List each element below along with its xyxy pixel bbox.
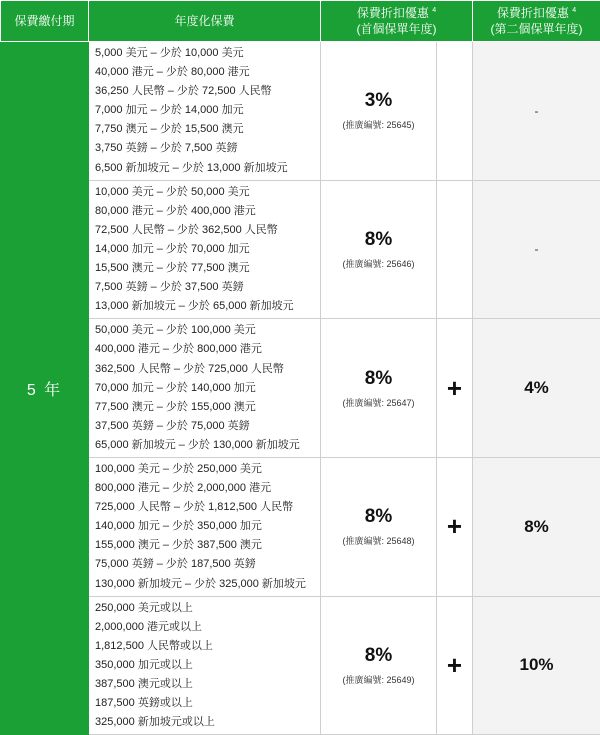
table-row <box>1 457 600 596</box>
second-year-discount-cell <box>473 596 600 735</box>
plus-icon: + <box>447 373 462 403</box>
second-year-discount-value: - <box>535 242 539 256</box>
second-year-discount-value: 8% <box>524 517 549 536</box>
premium-range-line: 325,000 新加坡元或以上 <box>95 713 314 732</box>
premium-range-line: 155,000 澳元 – 少於 387,500 澳元 <box>95 536 314 555</box>
first-year-discount-value: 8% <box>321 368 436 390</box>
table-row <box>1 180 600 319</box>
header-row <box>1 1 600 42</box>
premium-range-line: 7,500 英鎊 – 少於 37,500 英鎊 <box>95 278 314 297</box>
header-second-year-discount <box>473 1 600 42</box>
premium-range-line: 350,000 加元或以上 <box>95 656 314 675</box>
premium-range-line: 37,500 英鎊 – 少於 75,000 英鎊 <box>95 417 314 436</box>
second-year-discount-value: 4% <box>524 378 549 397</box>
plus-cell <box>437 180 473 319</box>
header-first-title: 保費折扣優惠 <box>357 6 429 20</box>
premium-range-line: 2,000,000 港元或以上 <box>95 618 314 637</box>
plus-cell <box>437 42 473 181</box>
premium-range-line: 65,000 新加坡元 – 少於 130,000 新加坡元 <box>95 436 314 455</box>
header-second-title: 保費折扣優惠 <box>497 6 569 20</box>
premium-range-line: 40,000 港元 – 少於 80,000 港元 <box>95 63 314 82</box>
header-first-year-discount <box>321 1 473 42</box>
premium-range-line: 6,500 新加坡元 – 少於 13,000 新加坡元 <box>95 159 314 178</box>
promo-code: (推廣編號: 25649) <box>321 673 436 686</box>
table-row <box>1 42 600 181</box>
premium-range-cell <box>89 457 321 596</box>
premium-range-line: 1,812,500 人民幣或以上 <box>95 637 314 656</box>
footnote-marker: 4 <box>432 7 436 14</box>
premium-range-line: 10,000 美元 – 少於 50,000 美元 <box>95 183 314 202</box>
promo-code: (推廣編號: 25645) <box>321 118 436 131</box>
second-year-discount-cell <box>473 319 600 458</box>
premium-range-line: 80,000 港元 – 少於 400,000 港元 <box>95 202 314 221</box>
premium-range-line: 187,500 英鎊或以上 <box>95 694 314 713</box>
premium-range-line: 50,000 美元 – 少於 100,000 美元 <box>95 321 314 340</box>
premium-range-line: 15,500 澳元 – 少於 77,500 澳元 <box>95 259 314 278</box>
premium-range-line: 140,000 加元 – 少於 350,000 加元 <box>95 517 314 536</box>
second-year-discount-value: 10% <box>519 655 553 674</box>
premium-range-line: 36,250 人民幣 – 少於 72,500 人民幣 <box>95 82 314 101</box>
second-year-discount-cell <box>473 42 600 181</box>
premium-range-line: 130,000 新加坡元 – 少於 325,000 新加坡元 <box>95 575 314 594</box>
plus-cell <box>437 319 473 458</box>
first-year-discount-value: 8% <box>321 229 436 251</box>
premium-range-cell <box>89 180 321 319</box>
premium-range-cell <box>89 42 321 181</box>
premium-range-line: 13,000 新加坡元 – 少於 65,000 新加坡元 <box>95 297 314 316</box>
premium-range-line: 3,750 英鎊 – 少於 7,500 英鎊 <box>95 139 314 158</box>
premium-range-line: 77,500 澳元 – 少於 155,000 澳元 <box>95 398 314 417</box>
premium-range-cell <box>89 596 321 735</box>
promo-code: (推廣編號: 25647) <box>321 396 436 409</box>
plus-cell <box>437 596 473 735</box>
table-row <box>1 319 600 458</box>
first-year-discount-cell <box>321 596 437 735</box>
premium-range-line: 725,000 人民幣 – 少於 1,812,500 人民幣 <box>95 498 314 517</box>
premium-range-line: 800,000 港元 – 少於 2,000,000 港元 <box>95 479 314 498</box>
table-row <box>1 596 600 735</box>
first-year-discount-value: 3% <box>321 90 436 112</box>
premium-range-line: 14,000 加元 – 少於 70,000 加元 <box>95 240 314 259</box>
first-year-discount-cell <box>321 42 437 181</box>
plus-cell <box>437 457 473 596</box>
premium-range-line: 100,000 美元 – 少於 250,000 美元 <box>95 460 314 479</box>
premium-range-line: 400,000 港元 – 少於 800,000 港元 <box>95 340 314 359</box>
first-year-discount-cell <box>321 319 437 458</box>
second-year-discount-value: - <box>535 104 539 118</box>
plus-icon: + <box>447 511 462 541</box>
first-year-discount-value: 8% <box>321 645 436 667</box>
premium-range-line: 250,000 美元或以上 <box>95 599 314 618</box>
plus-icon: + <box>447 650 462 680</box>
premium-range-line: 70,000 加元 – 少於 140,000 加元 <box>95 379 314 398</box>
promo-code: (推廣編號: 25646) <box>321 257 436 270</box>
header-premium: 年度化保費 <box>89 1 321 42</box>
premium-range-line: 75,000 英鎊 – 少於 187,500 英鎊 <box>95 555 314 574</box>
second-year-discount-cell <box>473 180 600 319</box>
premium-range-line: 7,000 加元 – 少於 14,000 加元 <box>95 101 314 120</box>
premium-range-line: 72,500 人民幣 – 少於 362,500 人民幣 <box>95 221 314 240</box>
promo-code: (推廣編號: 25648) <box>321 534 436 547</box>
second-year-discount-cell <box>473 457 600 596</box>
first-year-discount-cell <box>321 180 437 319</box>
premium-range-line: 5,000 美元 – 少於 10,000 美元 <box>95 44 314 63</box>
premium-range-line: 362,500 人民幣 – 少於 725,000 人民幣 <box>95 360 314 379</box>
premium-range-cell <box>89 319 321 458</box>
first-year-discount-cell <box>321 457 437 596</box>
payment-period-cell: 5 年 <box>1 42 89 735</box>
premium-range-line: 7,750 澳元 – 少於 15,500 澳元 <box>95 120 314 139</box>
header-period: 保費繳付期 <box>1 1 89 42</box>
first-year-discount-value: 8% <box>321 506 436 528</box>
premium-range-line: 387,500 澳元或以上 <box>95 675 314 694</box>
footnote-marker: 4 <box>572 7 576 14</box>
header-second-subtitle: (第二個保單年度) <box>491 22 583 36</box>
header-first-subtitle: (首個保單年度) <box>357 22 437 36</box>
